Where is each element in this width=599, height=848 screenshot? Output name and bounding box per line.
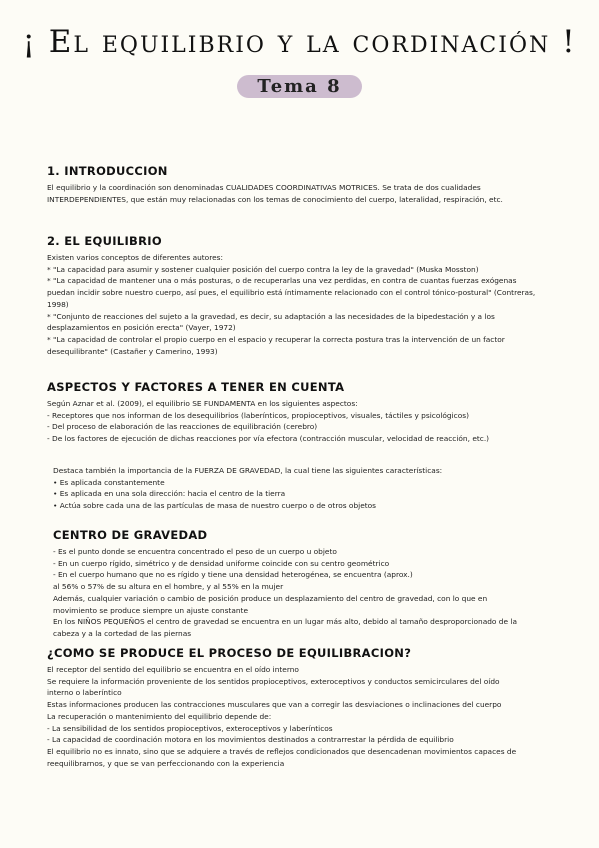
text-line: - Receptores que nos informan de los desequilibrios (laberínticos, propioceptivos, visuales, táctiles y psicológicos) (47, 410, 469, 420)
section-centro-gravedad (53, 528, 517, 640)
text-line: La recuperación o mantenimiento del equilibrio depende de: (47, 711, 272, 721)
text-line: - En el cuerpo humano que no es rígido y tiene una densidad heterogénea, se encuentra (aprox.) (53, 570, 413, 580)
text-line: - Es el punto donde se encuentra concentrado el peso de un cuerpo u objeto (53, 547, 337, 556)
text-line: En los NIÑOS PEQUEÑOS el centro de gravedad se encuentra en un lugar más alto, debido al tamaño desproporcionado de la (53, 617, 517, 627)
page-title: ¡ El equilibrio y la cordinación ! (22, 24, 577, 60)
text-line: Según Aznar et al. (2009), el equilibrio SE FUNDAMENTA en los siguientes aspectos: (47, 399, 358, 408)
text-line: * "La capacidad para asumir y sostener cualquier posición del cuerpo contra la ley de la gravedad" (Muska Mosston) (47, 264, 479, 274)
section-heading: ASPECTOS Y FACTORES A TENER EN CUENTA (47, 380, 345, 394)
section-introduccion (47, 164, 503, 205)
bullet-item: • Es aplicada constantemente (53, 477, 165, 487)
text-line: Existen varios conceptos de diferentes autores: (47, 253, 223, 262)
section-heading: 2. EL EQUILIBRIO (47, 234, 162, 248)
text-line: El equilibrio no es innato, sino que se adquiere a través de reflejos condicionados que desencadenan movimientos capaces de (47, 746, 517, 756)
text-line: desequilibrante" (Castañer y Camerino, 1993) (47, 346, 218, 356)
text-line: 1998) (47, 299, 69, 309)
text-line: Además, cualquier variación o cambio de posición produce un desplazamiento del centro de gravedad, con lo que en (53, 593, 488, 603)
text-line: cabeza y a la cortedad de las piernas (53, 628, 192, 638)
text-line: - En un cuerpo rígido, simétrico y de densidad uniforme coincide con su centro geométrico (53, 558, 390, 568)
topic-badge: Tema 8 (237, 75, 362, 98)
section-fuerza-gravedad (53, 465, 442, 512)
text-line: al 56% o 57% de su altura en el hombre, y al 55% en la mujer (53, 582, 284, 592)
text-line: Estas informaciones producen las contracciones musculares que van a corregir las desviaciones o inclinaciones del cuerpo (47, 700, 502, 710)
section-proceso-equilibracion (47, 646, 516, 769)
text-line: - De los factores de ejecución de dichas reacciones por vía efectora (contracción muscular, velocidad de reacción, etc.) (47, 434, 490, 444)
text-line: El receptor del sentido del equilibrio se encuentra en el oído interno (47, 665, 299, 674)
section-aspectos-factores (47, 380, 489, 445)
bullet-item: • Actúa sobre cada una de las partículas de masa de nuestro cuerpo o de otros objetos (53, 501, 377, 511)
text-line: - La sensibilidad de los sentidos propioceptivos, exteroceptivos y laberínticos (47, 723, 333, 733)
text-line: - Del proceso de elaboración de las reacciones de equilibración (cerebro) (47, 422, 318, 432)
bullet-item: • Es aplicada en una sola dirección: hacia el centro de la tierra (53, 489, 286, 499)
text-line: * "La capacidad de controlar el propio cuerpo en el espacio y recuperar la correcta postura tras la intervención de un factor (47, 334, 505, 344)
section-equilibrio (47, 234, 535, 357)
text-line: movimiento se produce siempre un ajuste constante (53, 605, 248, 615)
text-line: Destaca también la importancia de la FUERZA DE GRAVEDAD, la cual tiene las siguientes características: (53, 466, 443, 475)
text-line: interno o laberíntico (47, 688, 122, 698)
section-heading: CENTRO DE GRAVEDAD (53, 528, 208, 542)
text-line: * "Conjunto de reacciones del sujeto a la gravedad, es decir, su adaptación a las necesidades de la bipedestación y a los (47, 311, 495, 321)
section-heading: 1. INTRODUCCION (47, 164, 168, 178)
text-line: reequilibrarnos, y que se van perfeccionando con la experiencia (47, 758, 285, 768)
text-line: - La capacidad de coordinación motora en los movimientos destinados a contrarrestar la pérdida de equilibrio (47, 735, 454, 745)
text-line: Se requiere la información proveniente de los sentidos propioceptivos, exteroceptivos y conductos semicirculares del oído (47, 676, 500, 686)
text-line: puedan incidir sobre nuestro cuerpo, así pues, el equilibrio está íntimamente relacionado con el control tónico-postural" (Contreras, (47, 288, 536, 298)
text-line: INTERDEPENDIENTES, que están muy relacionadas con los temas de conocimiento del cuerpo, lateralidad, respiración, etc. (47, 194, 503, 204)
section-heading: ¿COMO SE PRODUCE EL PROCESO DE EQUILIBRACION? (47, 646, 412, 660)
text-line: desplazamientos en posición erecta" (Vayer, 1972) (47, 323, 236, 333)
text-line: * "La capacidad de mantener una o más posturas, o de recuperarlas una vez perdidas, en contra de cuantas fuerzas exógenas (47, 276, 517, 286)
text-line: El equilibrio y la coordinación son denominadas CUALIDADES COORDINATIVAS MOTRICES. Se trata de dos cualidades (47, 183, 481, 192)
